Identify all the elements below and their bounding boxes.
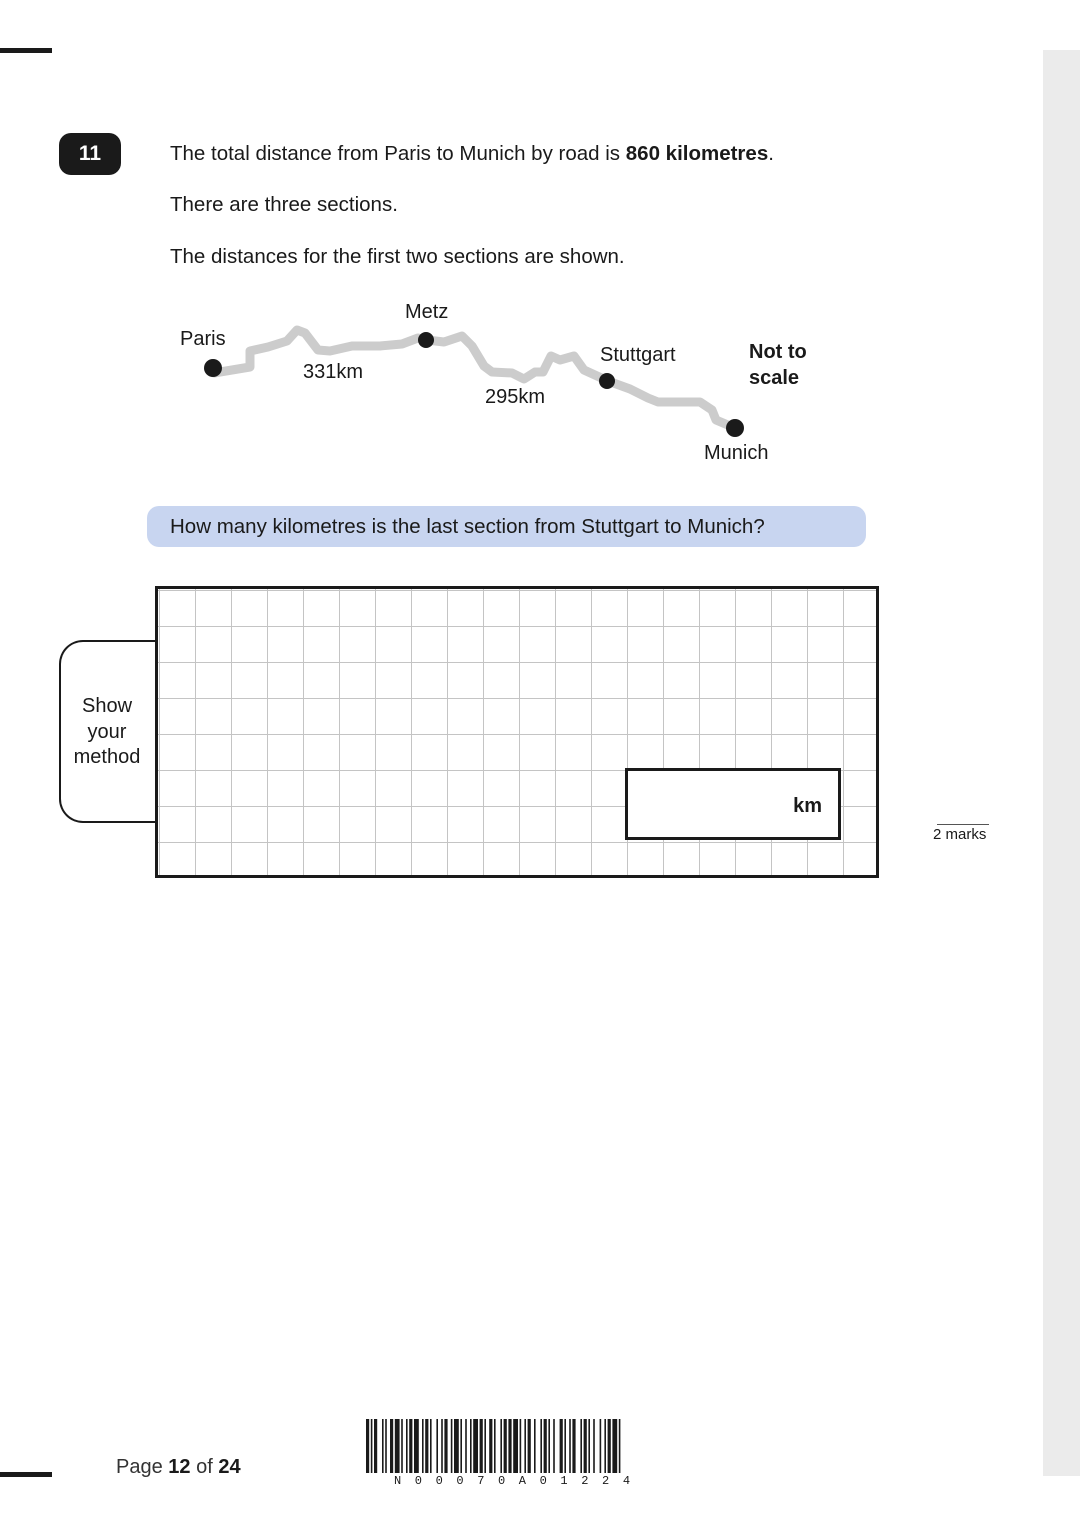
barcode-bar — [425, 1419, 428, 1473]
barcode-bar — [371, 1419, 373, 1473]
bottom-edge-mark — [0, 1472, 52, 1477]
barcode-bar — [454, 1419, 459, 1473]
barcode-bar — [534, 1419, 536, 1473]
intro-text: The total distance from Paris to Munich by road is — [170, 142, 626, 165]
barcode-bar — [422, 1419, 424, 1473]
answer-box[interactable] — [625, 768, 841, 840]
total-distance: 860 kilometres — [625, 142, 769, 165]
barcode-bar — [584, 1419, 587, 1473]
barcode-bar — [524, 1419, 526, 1473]
method-label-line2: your — [87, 720, 127, 743]
barcode-bar — [569, 1419, 571, 1473]
distances-line: The distances for the first two sections are shown. — [170, 245, 625, 268]
barcode-bar — [600, 1419, 602, 1473]
city-stuttgart: Stuttgart — [600, 344, 676, 366]
page-total: 24 — [218, 1456, 241, 1478]
barcode-bar — [385, 1419, 387, 1473]
barcode-bar — [572, 1419, 575, 1473]
page-word: Page — [116, 1456, 163, 1478]
barcode-bar — [619, 1419, 621, 1473]
barcode-bar — [470, 1419, 472, 1473]
not-to-scale-line1: Not to — [749, 341, 807, 363]
stuttgart-dot — [599, 373, 615, 389]
barcode-bar — [560, 1419, 563, 1473]
city-munich: Munich — [704, 442, 769, 464]
barcode-bar — [528, 1419, 531, 1473]
barcode-bar — [513, 1419, 518, 1473]
barcode-bar — [395, 1419, 400, 1473]
barcode-bar — [580, 1419, 582, 1473]
marks-line — [937, 824, 989, 825]
barcode-bar — [593, 1419, 595, 1473]
metz-dot — [418, 332, 434, 348]
barcode-bar — [520, 1419, 522, 1473]
barcode-bar — [406, 1419, 408, 1473]
barcode-bar — [473, 1419, 478, 1473]
barcode-text: N00070A01224 — [394, 1474, 644, 1488]
barcode-bar — [480, 1419, 483, 1473]
barcode-bar — [441, 1419, 443, 1473]
not-to-scale-note — [749, 339, 849, 391]
barcode-bar — [489, 1419, 492, 1473]
sections-line: There are three sections. — [170, 193, 398, 216]
method-label-line3: method — [73, 746, 141, 768]
barcode — [366, 1419, 686, 1475]
barcode-bar — [401, 1419, 403, 1473]
answer-unit: km — [793, 795, 822, 817]
show-method-label — [62, 694, 152, 771]
page-of: of — [196, 1456, 213, 1478]
barcode-bar — [553, 1419, 555, 1473]
barcode-bar — [374, 1419, 377, 1473]
barcode-bar — [540, 1419, 542, 1473]
top-edge-mark — [0, 48, 52, 53]
barcode-bar — [564, 1419, 566, 1473]
barcode-bar — [508, 1419, 511, 1473]
city-paris: Paris — [180, 328, 226, 350]
barcode-bar — [604, 1419, 606, 1473]
barcode-bar — [544, 1419, 547, 1473]
barcode-bar — [409, 1419, 412, 1473]
barcode-bar — [430, 1419, 432, 1473]
intro-period: . — [768, 142, 774, 165]
barcode-bar — [414, 1419, 419, 1473]
barcode-bar — [612, 1419, 617, 1473]
barcode-bar — [484, 1419, 486, 1473]
barcode-bar — [382, 1419, 384, 1473]
barcode-bar — [366, 1419, 369, 1473]
page-number — [116, 1456, 241, 1479]
distance-paris-metz: 331km — [303, 361, 364, 383]
city-metz: Metz — [405, 301, 449, 323]
paris-dot — [204, 359, 222, 377]
barcode-bar — [504, 1419, 507, 1473]
barcode-bar — [451, 1419, 453, 1473]
page-current: 12 — [168, 1456, 191, 1478]
question-intro — [170, 142, 774, 166]
not-to-scale-line2: scale — [749, 367, 800, 389]
barcode-bar — [494, 1419, 496, 1473]
prompt-text: How many kilometres is the last section from Stuttgart to Munich? — [170, 514, 765, 538]
munich-dot — [726, 419, 744, 437]
barcode-bar — [390, 1419, 393, 1473]
barcode-bar — [436, 1419, 438, 1473]
barcode-bar — [444, 1419, 447, 1473]
barcode-bar — [548, 1419, 550, 1473]
margin-strip — [1043, 50, 1080, 1476]
barcode-bar — [608, 1419, 611, 1473]
method-label-line1: Show — [81, 695, 133, 717]
barcode-bar — [465, 1419, 467, 1473]
barcode-bar — [460, 1419, 462, 1473]
marks-label: 2 marks — [933, 826, 987, 843]
barcode-bar — [500, 1419, 502, 1473]
distance-metz-stuttgart: 295km — [485, 386, 546, 408]
question-prompt — [147, 506, 866, 547]
barcode-bar — [588, 1419, 590, 1473]
question-number-badge: 11 — [59, 133, 121, 175]
